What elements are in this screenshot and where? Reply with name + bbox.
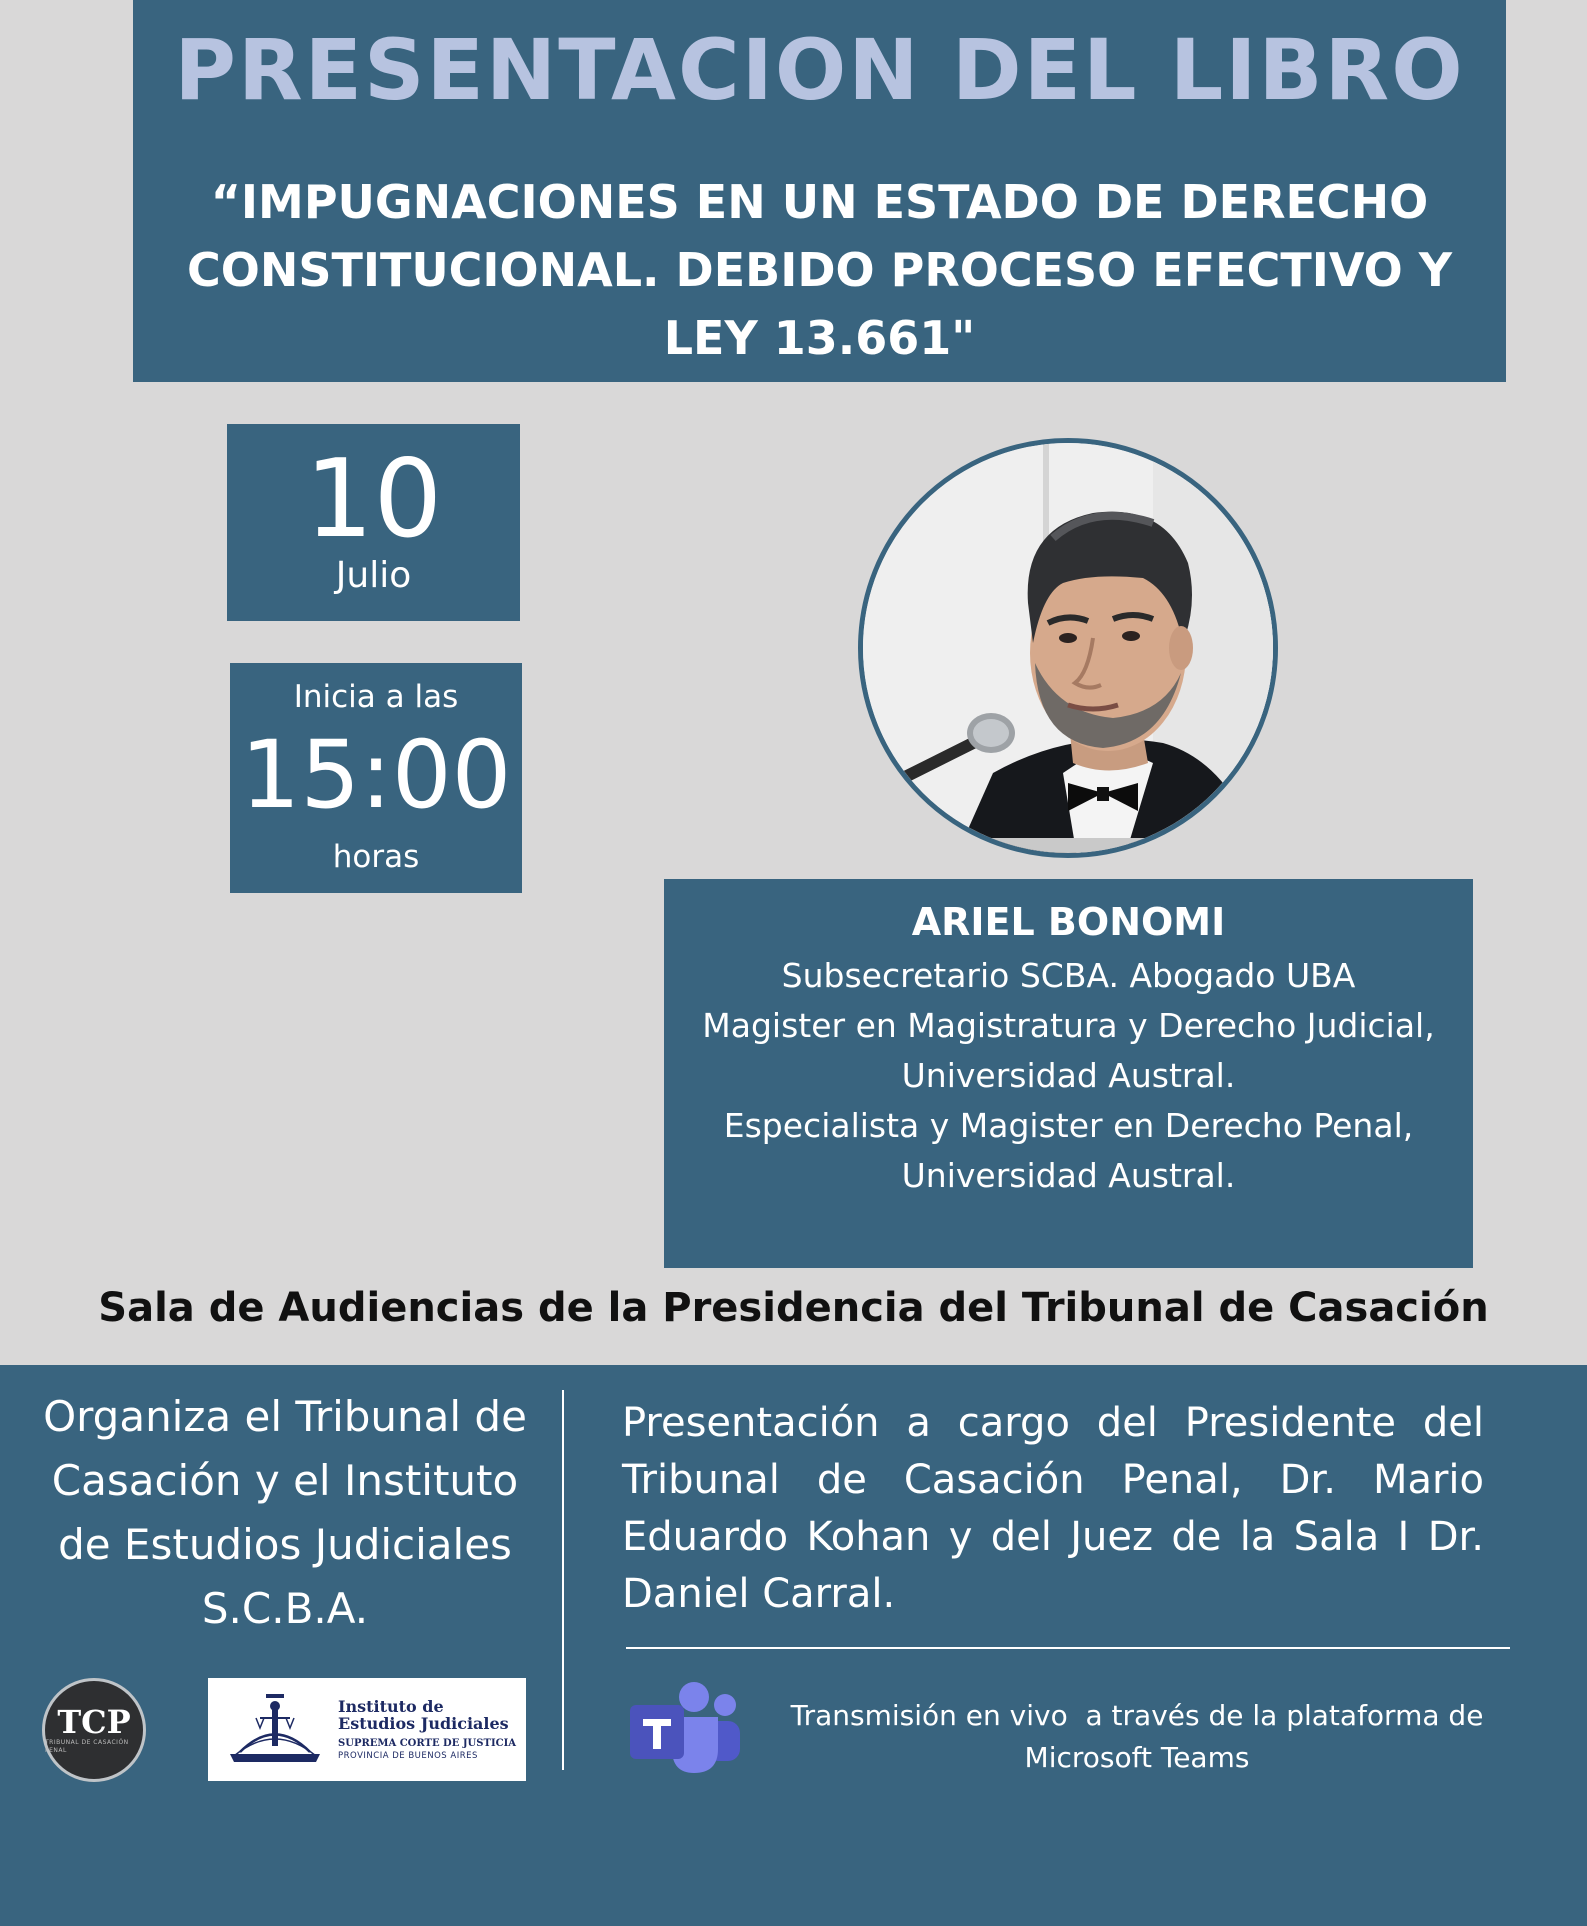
time-unit: horas xyxy=(332,839,420,875)
stream-text-line: Transmisión en vivo a través de la plataforma de xyxy=(790,1699,1484,1732)
iej-logo-court: SUPREMA CORTE DE JUSTICIA xyxy=(338,1738,517,1749)
time-intro: Inicia a las xyxy=(293,679,459,715)
time-value: 15:00 xyxy=(240,721,512,830)
organizers-line: S.C.B.A. xyxy=(201,1584,369,1633)
header-banner xyxy=(133,0,1506,382)
iej-logo-province: PROVINCIA DE BUENOS AIRES xyxy=(338,1751,478,1761)
organizers-text xyxy=(10,1385,560,1641)
date-month: Julio xyxy=(335,555,412,596)
stream-text-line: Microsoft Teams xyxy=(1024,1741,1250,1774)
tcp-logo xyxy=(42,1678,146,1782)
venue-text: Sala de Audiencias de la Presidencia del Tribunal de Casación xyxy=(98,1285,1489,1331)
courthouse-emblem-icon xyxy=(220,1692,330,1768)
date-day: 10 xyxy=(304,437,443,562)
speaker-bio-line: Universidad Austral. xyxy=(901,1156,1236,1195)
tcp-logo-subtitle: TRIBUNAL DE CASACIÓN PENAL xyxy=(45,1739,129,1754)
organizers-line: de Estudios Judiciales xyxy=(58,1520,512,1569)
footer-vertical-divider xyxy=(562,1390,564,1770)
book-title-line: CONSTITUCIONAL. DEBIDO PROCESO EFECTIVO Y xyxy=(186,243,1453,297)
book-title xyxy=(173,168,1466,372)
microsoft-teams-icon xyxy=(628,1677,743,1777)
presenter-text: Presentación a cargo del Presidente del Tribunal de Casación Penal, Dr. Mario Eduardo Kohan y del Juez de la Sala I Dr. Daniel Carral. xyxy=(622,1400,1484,1617)
page-title: PRESENTACION DEL LIBRO xyxy=(174,21,1465,119)
time-box xyxy=(230,663,522,893)
speaker-name: ARIEL BONOMI xyxy=(911,900,1226,944)
stream-text xyxy=(770,1695,1504,1779)
footer-horizontal-divider xyxy=(626,1647,1510,1649)
speaker-bio-line: Magister en Magistratura y Derecho Judicial, xyxy=(702,1006,1435,1045)
iej-logo xyxy=(208,1678,526,1781)
speaker-bio-line: Especialista y Magister en Derecho Penal, xyxy=(723,1106,1414,1145)
iej-logo-title-line: Estudios Judiciales xyxy=(338,1714,509,1733)
speaker-bio xyxy=(664,951,1473,1201)
organizers-line: Casación y el Instituto xyxy=(51,1456,519,1505)
book-title-line: “IMPUGNACIONES EN UN ESTADO DE DERECHO xyxy=(210,175,1429,229)
organizers-line: Organiza el Tribunal de xyxy=(43,1392,527,1441)
speaker-portrait-photo xyxy=(858,438,1278,858)
book-title-line: LEY 13.661" xyxy=(663,311,976,365)
speaker-info-box xyxy=(664,879,1473,1268)
iej-logo-title xyxy=(338,1698,523,1732)
iej-logo-title-line: Instituto de xyxy=(338,1697,444,1716)
speaker-bio-line: Subsecretario SCBA. Abogado UBA xyxy=(781,956,1356,995)
tcp-logo-text: TCP xyxy=(57,1703,131,1741)
speaker-bio-line: Universidad Austral. xyxy=(901,1056,1236,1095)
footer-panel xyxy=(0,1365,1587,1926)
date-box xyxy=(227,424,520,621)
speaker-portrait-illustration xyxy=(863,443,1278,858)
